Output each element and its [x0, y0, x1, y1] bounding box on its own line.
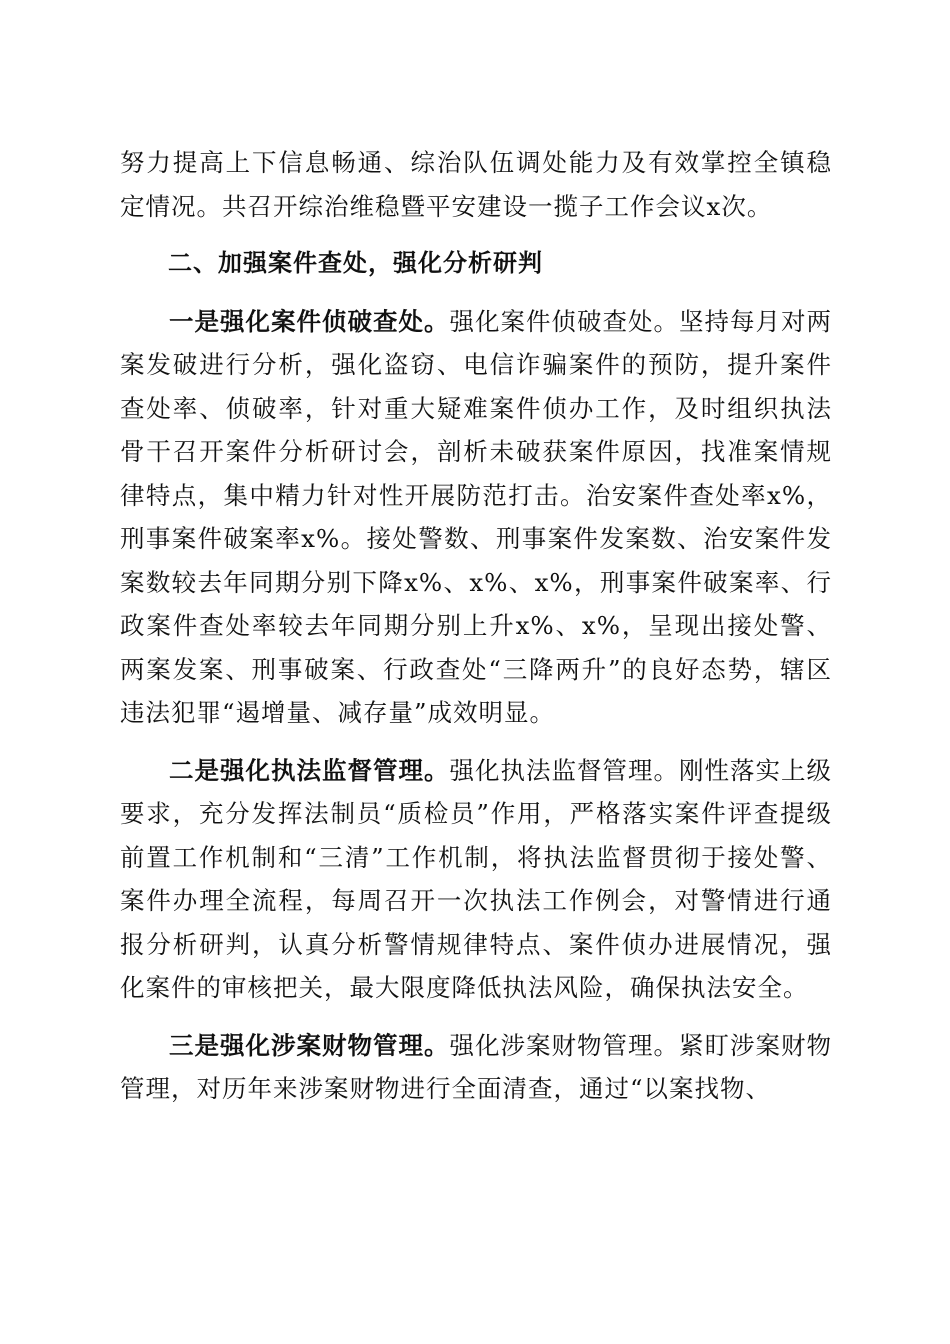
spacer: [120, 286, 832, 300]
paragraph-body: 强化涉案财物管理。紧盯涉案财物管理，对历年来涉案财物进行全面清查，通过“以案找物、: [120, 1030, 832, 1103]
spacer: [120, 1010, 832, 1024]
paragraph-lead: 二是强化执法监督管理。: [169, 755, 450, 785]
paragraph-property-management: [120, 1024, 832, 1111]
document-page: [120, 141, 832, 1111]
paragraph-law-enforcement-supervision: [120, 749, 832, 1010]
paragraph-lead: 一是强化案件侦破查处。: [169, 306, 450, 336]
paragraph-body: 强化案件侦破查处。坚持每月对两案发破进行分析，强化盗窃、电信诈骗案件的预防，提升案件查处率、侦破率，针对重大疑难案件侦办工作，及时组织执法骨干召开案件分析研讨会，剖析未破获案件原因，找准案情规律特点，集中精力针对性开展防范打击。治安案件查处率x%，刑事案件破案率x%。接处警数、刑事案件发案数、治安案件发案数较去年同期分别下降x%、x%、x%，刑事案件破案率、行政案件查处率较去年同期分别上升x%、x%，呈现出接处警、两案发案、刑事破案、行政查处“三降两升”的良好态势，辖区违法犯罪“遏增量、减存量”成效明显。: [120, 306, 832, 727]
spacer: [120, 735, 832, 749]
paragraph-lead: 三是强化涉案财物管理。: [169, 1030, 450, 1060]
spacer: [120, 228, 832, 242]
section-heading: 二、加强案件查处，强化分析研判: [168, 249, 543, 277]
intro-paragraph: 努力提高上下信息畅通、综治队伍调处能力及有效掌控全镇稳定情况。共召开综治维稳暨平安建设一揽子工作会议x次。: [120, 148, 832, 221]
paragraph-body: 强化执法监督管理。刚性落实上级要求，充分发挥法制员“质检员”作用，严格落实案件评查提级前置工作机制和“三清”工作机制，将执法监督贯彻于接处警、案件办理全流程，每周召开一次执法工作例会，对警情进行通报分析研判，认真分析警情规律特点、案件侦办进展情况，强化案件的审核把关，最大限度降低执法风险，确保执法安全。: [120, 755, 832, 1002]
paragraph-case-investigation: [120, 300, 832, 735]
